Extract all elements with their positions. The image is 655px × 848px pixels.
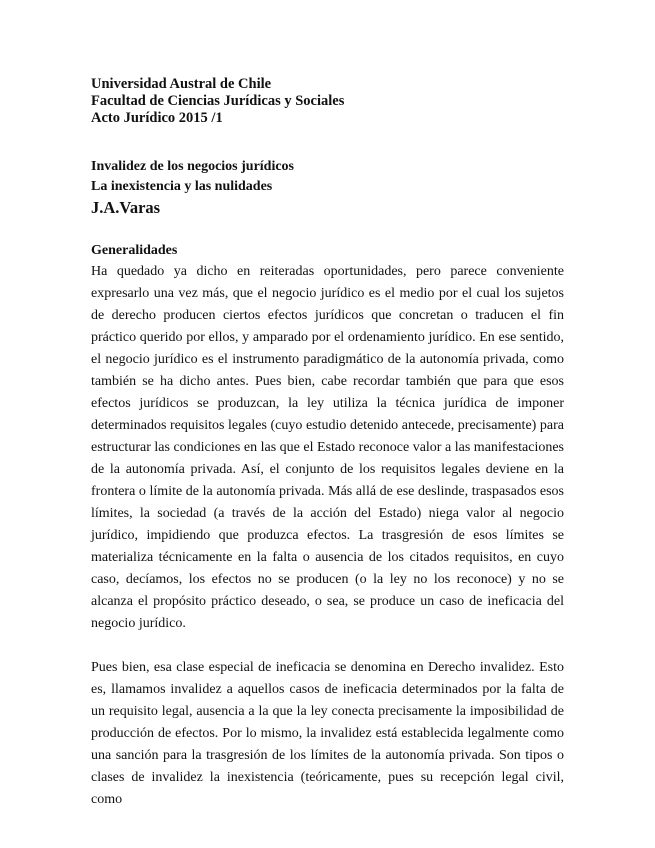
section-body [91, 261, 564, 811]
paragraph: Pues bien, esa clase especial de ineficacia se denomina en Derecho invalidez. Esto es, llamamos invalidez a aquellos casos de ineficacia determinados por la falta de un requisito legal, ausencia a la que la ley conecta precisamente la imposibilidad de producción de efectos. Por lo mismo, la invalidez está establecida legalmente como una sanción para la trasgresión de los límites de la autonomía privada. Son tipos o clases de invalidez la inexistencia (teóricamente, pues su recepción legal civil, como [91, 660, 564, 807]
university-name: Universidad Austral de Chile [91, 76, 272, 92]
faculty-name: Facultad de Ciencias Jurídicas y Sociales [91, 93, 345, 109]
author-name: J.A.Varas [91, 198, 161, 217]
title-line-1: Invalidez de los negocios jurídicos [91, 159, 295, 174]
course-name: Acto Jurídico 2015 /1 [91, 110, 223, 126]
section-heading: Generalidades [91, 243, 178, 258]
document-page [91, 76, 564, 811]
paragraph: Ha quedado ya dicho en reiteradas oportunidades, pero parece conveniente expresarlo una vez más, que el negocio jurídico es el medio por el cual los sujetos de derecho producen ciertos efectos jurídicos que concretan o traducen el fin práctico querido por ellos, y amparado por el ordenamiento jurídico. En ese sentido, el negocio jurídico es el instrumento paradigmático de la autonomía privada, como también se ha dicho antes. Pues bien, cabe recordar también que para que esos efectos jurídicos se produzcan, la ley utiliza la técnica jurídica de imponer determinados requisitos legales (cuyo estudio detenido antecede, precisamente) para estructurar las condiciones en las que el Estado reconoce valor a las manifestaciones de la autonomía privada. Así, el conjunto de los requisitos legales deviene en la frontera o límite de la autonomía privada. Más allá de ese deslinde, traspasados esos límites, la sociedad (a través de la acción del Estado) niega valor al negocio jurídico, impidiendo que produzca efectos. La trasgresión de esos límites se materializa técnicamente en la falta o ausencia de los citados requisitos, en cuyo caso, decíamos, los efectos no se producen (o la ley no los reconoce) y no se alcanza el propósito práctico deseado, o sea, se produce un caso de ineficacia del negocio jurídico. [91, 264, 564, 631]
title-line-2: La inexistencia y las nulidades [91, 179, 273, 194]
document-header [91, 76, 564, 127]
document-title [91, 157, 564, 219]
